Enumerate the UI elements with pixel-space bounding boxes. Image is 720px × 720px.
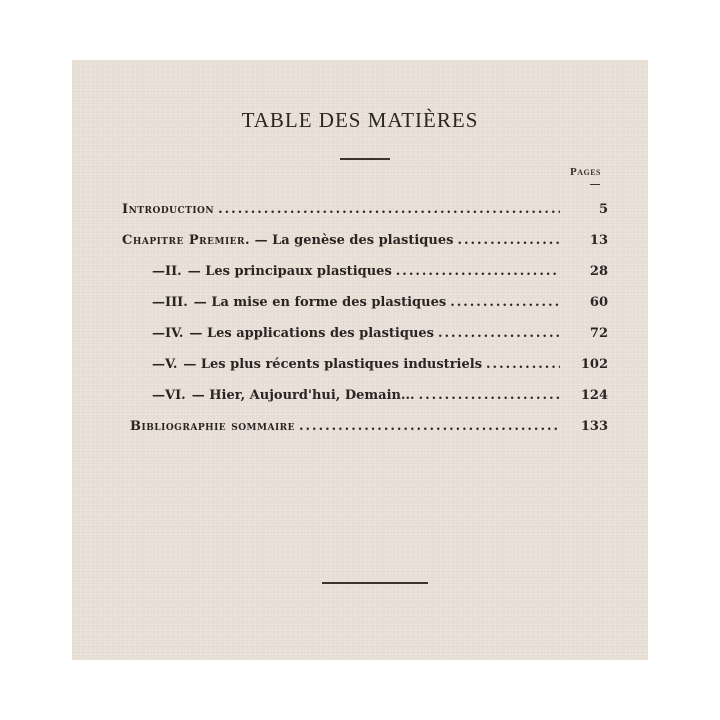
toc-chapter-numeral: IV.: [165, 326, 184, 341]
toc-row-bibliography: [122, 417, 608, 448]
toc-label: Introduction: [122, 202, 215, 217]
toc-chapter-numeral: II.: [165, 264, 182, 279]
toc-chapter-title: Les applications des plastiques: [206, 326, 434, 341]
toc-row-chapter-4: [122, 324, 608, 355]
toc-ditto-dash: —: [152, 295, 165, 310]
toc-leader-dots: [218, 200, 560, 220]
toc-leader-dots: [299, 417, 560, 437]
toc-ditto-dash: —: [152, 357, 165, 372]
toc-page-number: 5: [598, 202, 608, 217]
toc-chapter-numeral: III.: [165, 295, 188, 310]
toc-page-number: 28: [589, 264, 608, 279]
toc-page-number: 102: [580, 357, 608, 372]
toc-separator: —: [187, 264, 201, 279]
toc-row-chapter-6: [122, 386, 608, 417]
toc-row-chapter-3: [122, 293, 608, 324]
toc-ditto-dash: —: [152, 326, 165, 341]
toc-row-chapter-1: [122, 231, 608, 262]
pages-label-dash: [590, 184, 600, 185]
toc-separator: —: [183, 357, 197, 372]
toc-leader-dots: [450, 293, 560, 313]
toc-label: Bibliographie sommaire: [130, 419, 295, 434]
closing-rule: [322, 582, 428, 584]
pages-column-label: Pages: [570, 166, 602, 178]
page-title: TABLE DES MATIÈRES: [241, 108, 479, 132]
toc-separator: —: [191, 388, 205, 403]
toc-chapter-numeral: V.: [165, 357, 178, 372]
toc-chapter-label: Chapitre Premier.: [122, 233, 251, 248]
toc-leader-dots: [419, 386, 560, 406]
toc-page-number: 13: [589, 233, 608, 248]
toc-chapter-title: La mise en forme des plastiques: [211, 295, 447, 310]
toc-separator: —: [254, 233, 268, 248]
toc-chapter-title: Hier, Aujourd'hui, Demain...: [209, 388, 415, 403]
toc-leader-dots: [396, 262, 560, 282]
toc-chapter-title: Les plus récents plastiques industriels: [200, 357, 483, 372]
toc-page-number: 133: [580, 419, 608, 434]
toc-chapter-numeral: VI.: [165, 388, 186, 403]
toc-row-introduction: [122, 200, 608, 231]
toc-page-number: 60: [589, 295, 608, 310]
book-page: [72, 60, 648, 660]
toc-leader-dots: [438, 324, 560, 344]
toc-row-chapter-5: [122, 355, 608, 386]
toc-separator: —: [193, 295, 207, 310]
toc-ditto-dash: —: [152, 388, 165, 403]
toc-separator: —: [189, 326, 203, 341]
toc-chapter-title: La genèse des plastiques: [272, 233, 454, 248]
toc-chapter-title: Les principaux plastiques: [205, 264, 392, 279]
toc-leader-dots: [457, 231, 560, 251]
toc-ditto-dash: —: [152, 264, 165, 279]
toc-page-number: 124: [580, 388, 608, 403]
toc-leader-dots: [486, 355, 560, 375]
title-rule: [340, 158, 390, 160]
toc-page-number: 72: [589, 326, 608, 341]
toc-row-chapter-2: [122, 262, 608, 293]
table-of-contents: [122, 200, 608, 448]
